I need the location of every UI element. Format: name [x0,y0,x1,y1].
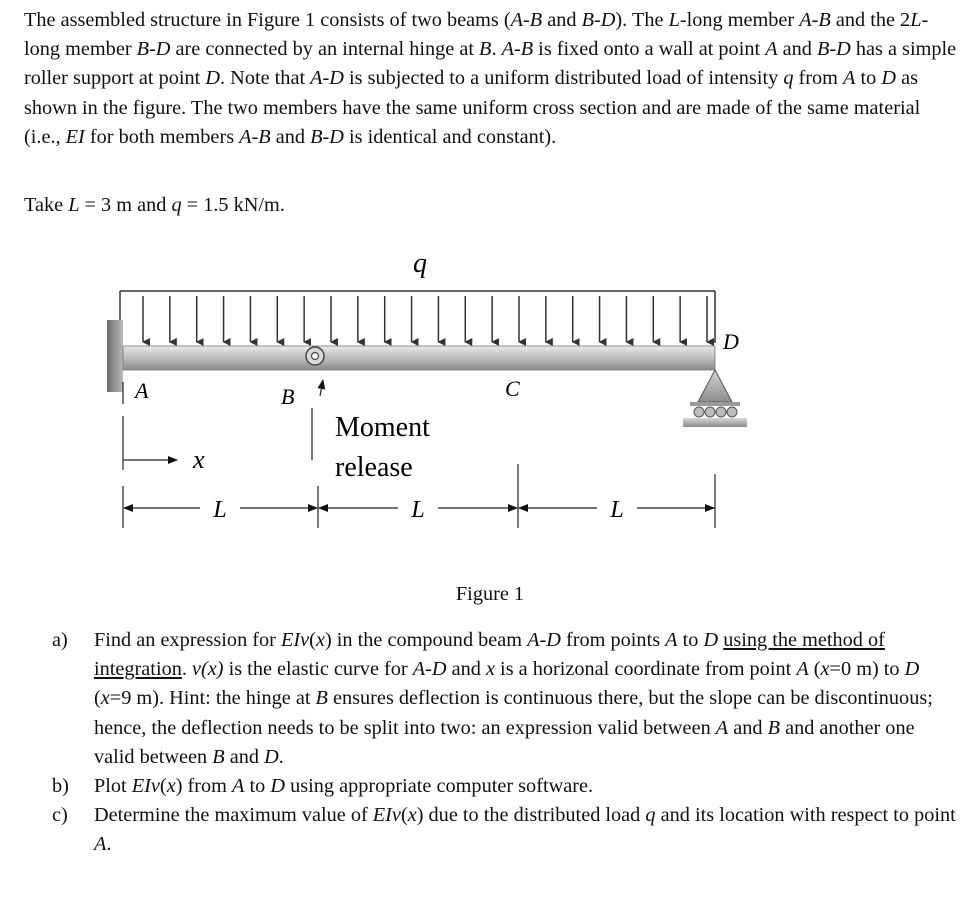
fixed-wall [107,320,123,392]
hinge-label-moment: Moment [335,412,430,443]
load-arrows [143,296,707,342]
label-c: C [505,376,520,401]
problem-statement: The assembled structure in Figure 1 consists of two beams (A-B and B-D). The L-long member A-B and the 2L-long member B-D are connected by an internal hinge at B. A-B is fixed onto a wall at point A and B-D has a simple roller support at point D. Note that A-D is subjected to a uniform distributed load of intensity q from A to D as shown in the figure. The two members have the same uniform cross section and are made of the same material (i.e., EI for both members A-B and B-D is identical and constant). [24,9,957,148]
label-b: B [281,384,295,409]
given-values: Take L = 3 m and q = 1.5 kN/m. [24,194,285,216]
question-b: b) Plot EIv(x) from A to D using appropriate computer software. [52,775,594,798]
label-d: D [723,329,739,354]
distributed-load [120,291,715,343]
beam [123,346,715,370]
x-coordinate-label: x [193,445,205,474]
underlined-method: using the method of integration [94,629,885,681]
figure-caption: Figure 1 [455,583,525,605]
dimension-line-ab [124,497,317,523]
question-list [52,626,957,860]
dimension-line-bc [319,497,517,523]
load-label-q: q [413,248,427,279]
dimension-line-cd [519,497,714,523]
question-a: a) Find an expression for EIv(x) in the compound beam A-D from points A to D using the method of integration. v(x) is the elastic curve for A-D and x is a horizonal coordinate from point A (x=0 m) to D (x=9 m). Hint: the hinge at B ensures deflection is continuous there, but the slope can be discontinuous; hence, the deflection needs to be split into two: an expression valid between A and B and another one valid between B and D. [52,629,933,768]
hinge-label-release: release [335,452,413,483]
label-a: A [135,378,149,403]
dim-label-1: L [213,497,227,523]
question-c: c) Determine the maximum value of EIv(x) due to the distributed load q and its location with respect to point A. [52,804,956,856]
dim-label-3: L [610,497,624,523]
hinge-icon [306,347,324,365]
beam-figure [95,238,775,558]
dim-label-2: L [411,497,425,523]
roller-support-icon [683,370,747,427]
